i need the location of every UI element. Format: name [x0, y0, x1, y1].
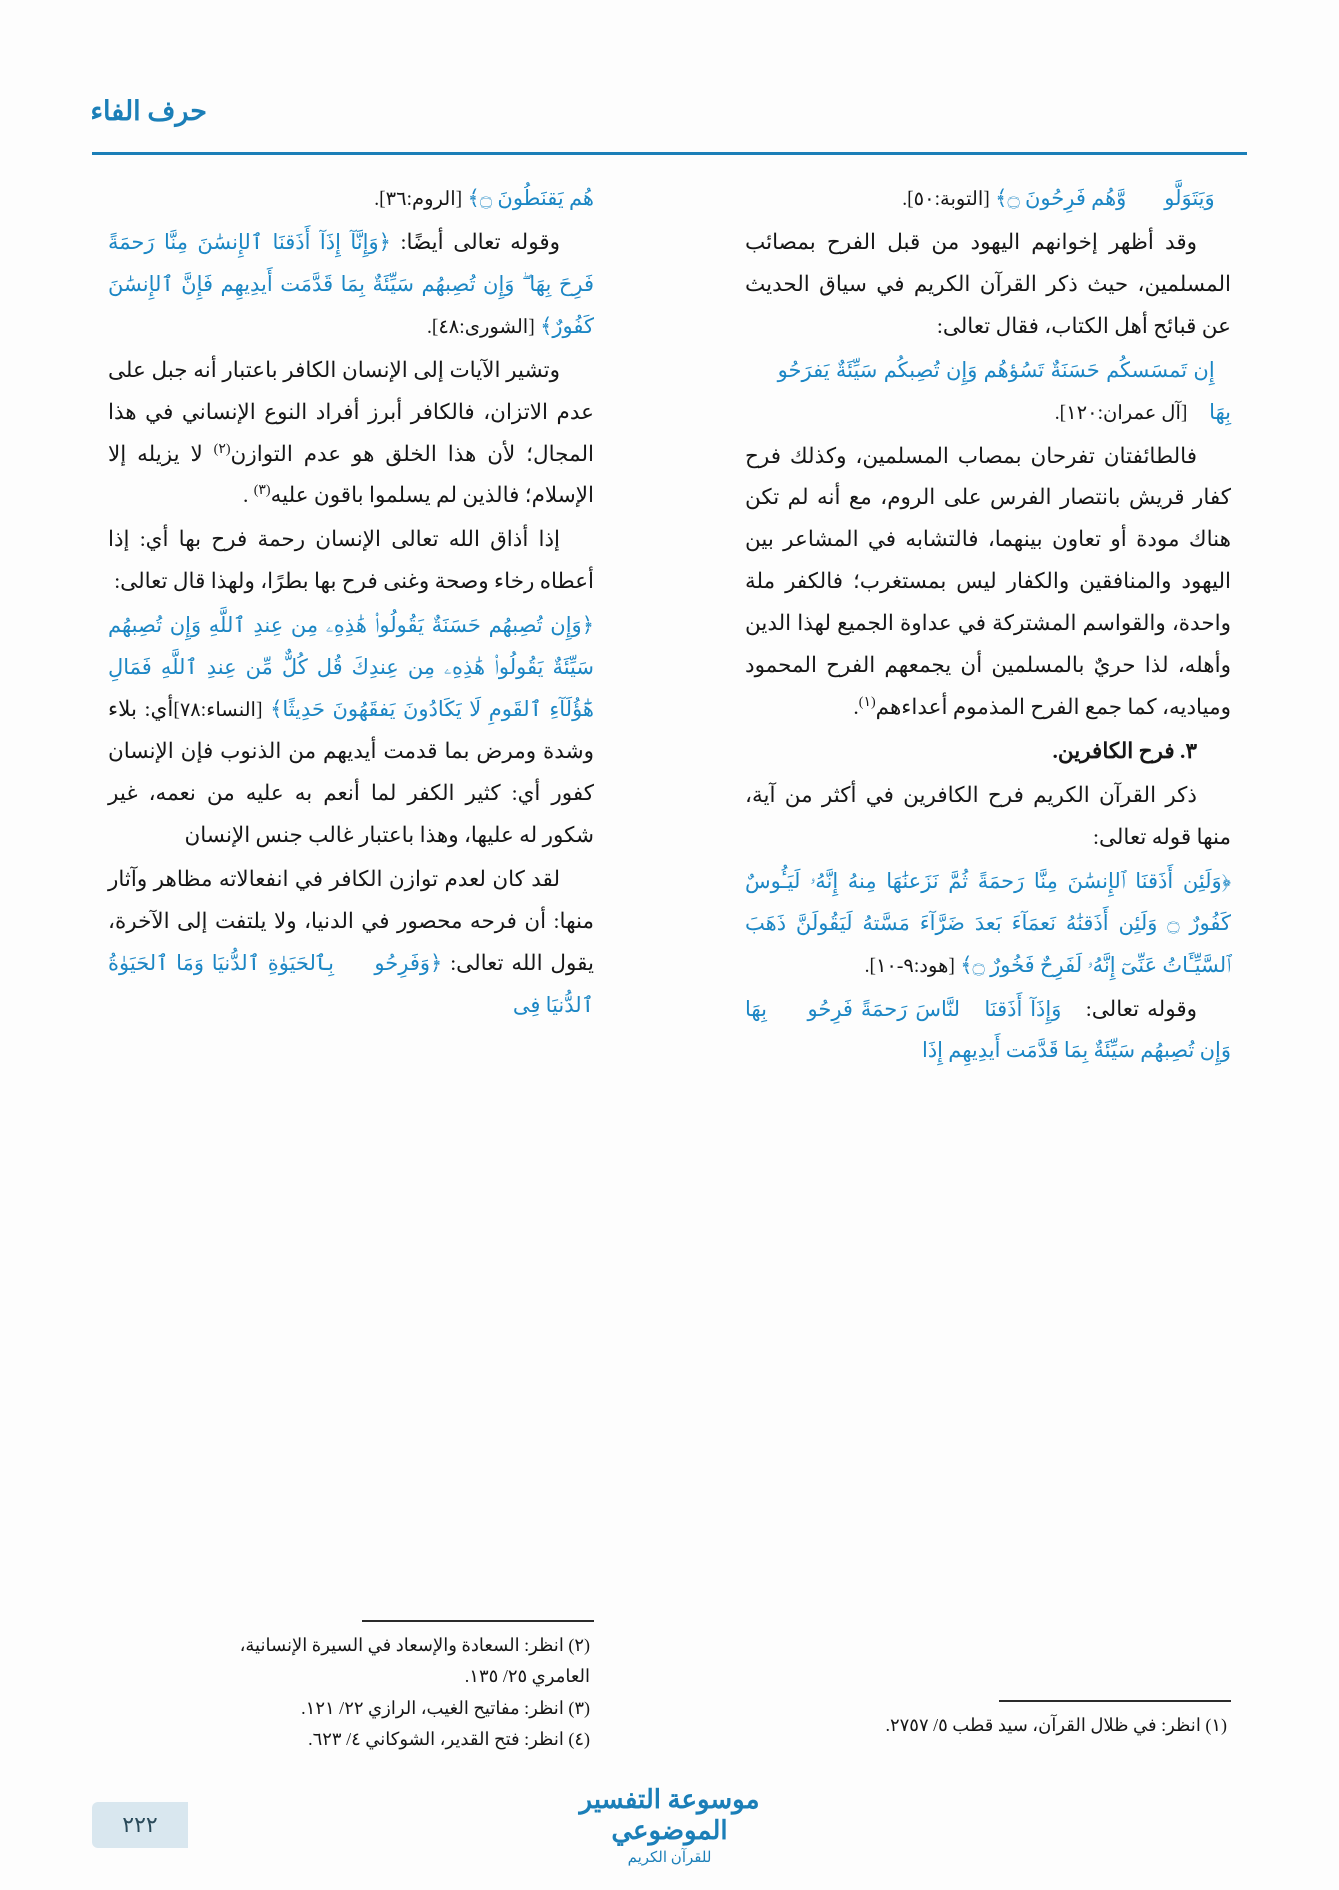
column-left-body [108, 178, 594, 1026]
paragraph [745, 350, 1231, 434]
text-columns [108, 178, 1231, 1770]
footnote-text: انظر: السعادة والإسعاد في السيرة الإنسانية، [239, 1634, 564, 1655]
paragraph [745, 178, 1231, 220]
page-number: ٢٢٢ [92, 1802, 188, 1848]
verse-reference: [الروم:٣٦]. [374, 189, 463, 210]
paragraph-text: وتشير الآيات إلى الإنسان الكافر باعتبار أنه جبل على عدم الاتزان، فالكافر أبرز أفراد النوع الإنساني في هذا المجال؛ لأن هذا الخلق هو عدم التوازن [108, 357, 594, 466]
verse-reference: [هود:٩-١٠]. [864, 955, 955, 977]
footnote-text: انظر: مفاتيح الغيب، الرازي ٢٢/ ١٢١. [301, 1697, 564, 1718]
paragraph [745, 436, 1231, 729]
verse-reference: [التوبة:٥٠]. [902, 189, 990, 210]
paragraph [108, 350, 594, 518]
paragraph: وقد أظهر إخوانهم اليهود من قبل الفرح بمصائب المسلمين، حيث ذكر القرآن الكريم في سياق الحديث عن قبائح أهل الكتاب، فقال تعالى: [745, 229, 1231, 338]
footnote-marker: (٣) [568, 1697, 590, 1718]
footnote-marker: (١) [1205, 1714, 1227, 1735]
page-header [92, 96, 1247, 158]
paragraph: ذكر القرآن الكريم فرح الكافرين في أكثر من آية، منها قوله تعالى: [745, 782, 1231, 849]
column-left [108, 178, 594, 1770]
footnote-marker: (٢) [568, 1634, 590, 1655]
paragraph-text: فالطائفتان تفرحان بمصاب المسلمين، وكذلك فرح كفار قريش بانتصار الفرس على الروم، مع أنه لم تكن هناك مودة أو تعاون بينهما، فالتشابه في المشاعر بين اليهود والمنافقين والكفار ليس بمستغرب؛ فالكفر ملة واحدة، والقواسم المشتركة في عداوة الجميع لهذا الدين وأهله، لذا حريٌ بالمسلمين أن يجمعهم الفرح المحمود ومياديه، كما جمع الفرح المذموم أعداءهم [745, 443, 1231, 720]
paragraph [745, 861, 1231, 987]
paragraph: إذا أذاق الله تعالى الإنسان رحمة فرح بها أي: إذا أعطاه رخاء وصحة وغنى فرح بها بطرًا، ولهذا قال تعالى: [108, 527, 594, 594]
paragraph-tail: . [853, 695, 859, 720]
quran-verse: ﴿وَيَتَوَلَّوا۟ وَّهُم فَرِحُونَ ۝﴾ [995, 186, 1231, 210]
column-right [745, 178, 1231, 1770]
quran-verse: هُم يَقنَطُونَ ۝﴾ [467, 186, 594, 210]
paragraph [108, 178, 594, 220]
footnote-text: انظر: فتح القدير، الشوكاني ٤/ ٦٢٣. [308, 1729, 564, 1749]
footnote-item [745, 1710, 1231, 1742]
quran-verse: ﴿وَلَئِن أَذَقنَا ٱلإِنسَٰنَ مِنَّا رَحمَةً ثُمَّ نَزَعنَٰهَا مِنهُ إِنَّهُۥ لَيَـُٔوسٌ كَفُورٌ ۝ وَلَئِن أَذَقنَٰهُ نَعمَآءَ بَعدَ ضَرَّآءَ مَسَّتهُ لَيَقُولَنَّ ذَهَبَ ٱلسَّيِّـَٔاتُ عَنِّىٓ إِنَّهُۥ لَفَرِحٌ فَخُورٌ ۝﴾ [745, 868, 1231, 977]
paragraph-lead: وقوله تعالى أيضًا: [400, 229, 560, 254]
footnote-marker: (٤) [568, 1729, 590, 1749]
footnotes-left [108, 1620, 594, 1770]
quran-verse: ﴿وَإِذَآ أَذَقنَا ٱلنَّاسَ رَحمَةً فَرِحُوا۟ بِهَا وَإِن تُصِبهُم سَيِّئَةٌ بِمَا قَدَّمَت أَيدِيهِم إِذَا [745, 996, 1231, 1063]
page-footer [0, 1776, 1339, 1867]
header-divider [92, 152, 1247, 155]
footnote-text-cont: العامري ٢٥/ ١٣٥. [464, 1666, 590, 1686]
footnote-divider [999, 1700, 1231, 1702]
header-title: حرف الفاء [90, 96, 207, 126]
footnote-item [108, 1724, 594, 1756]
logo-subtitle: للقرآن الكريم [627, 1850, 712, 1867]
paragraph-tail: لا يزيله إلا الإسلام؛ فالذين لم يسلموا باقون عليه [108, 441, 594, 508]
publisher-logo [545, 1784, 795, 1867]
paragraph [745, 989, 1231, 1073]
footnote-item [108, 1693, 594, 1725]
paragraph-text: أي: بلاء وشدة ومرض بما قدمت أيديهم من الذنوب فإن الإنسان كفور أي: كثير الكفر لما أنعم به عليه من نعمه، غير شكور له عليها، وهذا باعتبار غالب جنس الإنسان [108, 697, 594, 847]
footnote-marker: (٣) [253, 483, 271, 499]
quran-verse: ﴿وَفَرِحُوا۟ بِٱلحَيَوٰةِ ٱلدُّنيَا وَمَا ٱلحَيَوٰةُ ٱلدُّنيَا فِى [108, 950, 594, 1017]
paragraph-tail-2: . [242, 483, 254, 508]
quran-verse: ﴿إِن تَمسَسكُم حَسَنَةٌ تَسُؤهُم وَإِن تُصِبكُم سَيِّئَةٌ يَفرَحُوا۟ بِهَا﴾ [745, 357, 1231, 424]
column-right-body [745, 178, 1231, 1072]
quran-verse: ﴿وَإِنَّآ إِذَآ أَذَقنَا ٱلإِنسَٰنَ مِنَّا رَحمَةً فَرِحَ بِهَا ۖ وَإِن تُصِبهُم سَيِّئَةٌ بِمَا قَدَّمَت أَيدِيهِم فَإِنَّ ٱلإِنسَٰنَ كَفُورٌ﴾ [108, 229, 594, 338]
section-heading: ٣. فرح الكافرين. [1052, 738, 1197, 763]
verse-reference: [الشورى:٤٨]. [426, 316, 535, 338]
footnote-text: انظر: في ظلال القرآن، سيد قطب ٥/ ٢٧٥٧. [885, 1714, 1201, 1735]
paragraph [108, 222, 594, 348]
paragraph-text: وقوله تعالى: [1085, 996, 1198, 1021]
paragraph-text: لقد كان لعدم توازن الكافر في انفعالاته مظاهر وآثار منها: أن فرحه محصور في الدنيا، ولا يلتفت إلى الآخرة، يقول الله تعالى: [108, 866, 595, 975]
footnote-divider [362, 1620, 594, 1622]
quran-verse: ﴿وَإِن تُصِبهُم حَسَنَةٌ يَقُولُوا۟ هَٰذِهِۦ مِن عِندِ ٱللَّهِ وَإِن تُصِبهُم سَيِّئَةٌ يَقُولُوا۟ هَٰذِهِۦ مِن عِندِكَ قُل كُلٌّ مِّن عِندِ ٱللَّهِ فَمَالِ هَٰٓؤُلَآءِ ٱلقَومِ لَا يَكَادُونَ يَفقَهُونَ حَدِيثًا﴾ [108, 613, 594, 722]
footnote-item [108, 1630, 594, 1693]
logo-title: موسوعة التفسير الموضوعي [579, 1785, 760, 1846]
verse-reference: [آل عمران:١٢٠]. [1054, 402, 1188, 424]
footnotes-right [745, 1700, 1231, 1770]
paragraph [108, 859, 594, 1027]
footnote-marker: (٢) [213, 441, 231, 457]
paragraph [108, 605, 594, 857]
footnote-marker: (١) [858, 694, 876, 710]
verse-reference: [النساء:٧٨] [173, 700, 263, 722]
